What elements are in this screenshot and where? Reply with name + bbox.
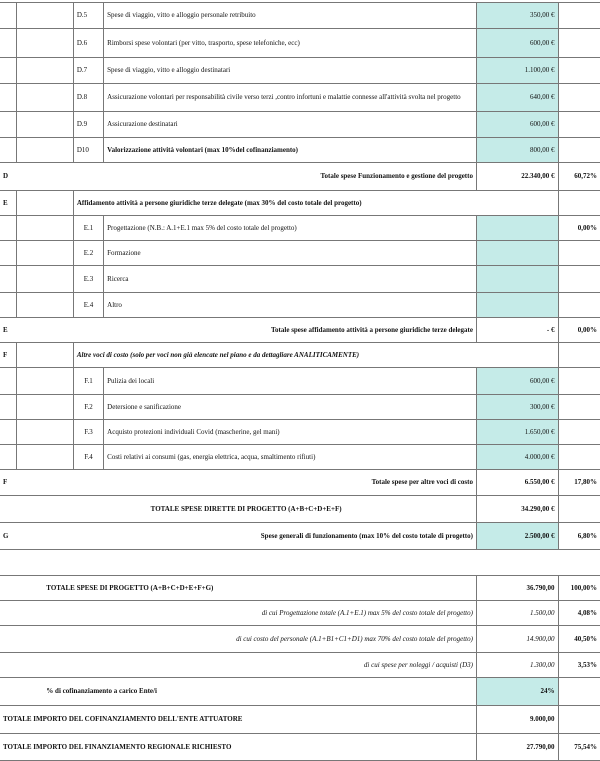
item-code: D.6 [73, 29, 103, 58]
item-amount [476, 241, 558, 266]
table-row [0, 138, 600, 163]
item-amount: 300,00 € [476, 395, 558, 420]
table-row [0, 241, 600, 266]
sub-row-percentage: 4,08% [558, 601, 600, 626]
item-description: Acquisto protezioni individuali Covid (mascherine, gel mani) [104, 420, 477, 445]
section-title: Affidamento attività a persone giuridiche terze delegate (max 30% del costo totale del progetto) [73, 191, 558, 216]
table-row [0, 266, 600, 293]
item-description: Pulizia dei locali [104, 368, 477, 395]
total-project-row [0, 576, 600, 601]
table-row [0, 58, 600, 84]
item-code: E.2 [73, 241, 103, 266]
item-code: E.3 [73, 266, 103, 293]
total-regional-amount: 27.790,00 [476, 734, 558, 761]
total-project-percentage: 100,00% [558, 576, 600, 601]
item-amount: 1.650,00 € [476, 420, 558, 445]
item-description: Assicurazione destinatari [104, 112, 477, 138]
item-amount: 1.100,00 € [476, 58, 558, 84]
section-letter: D [0, 163, 16, 191]
item-amount [476, 293, 558, 318]
item-description: Detersione e sanificazione [104, 395, 477, 420]
item-amount: 600,00 € [476, 29, 558, 58]
total-regional-label: TOTALE IMPORTO DEL FINANZIAMENTO REGIONALE RICHIESTO [0, 734, 476, 761]
item-amount [476, 216, 558, 241]
general-costs-row [0, 523, 600, 550]
sub-row [0, 653, 600, 678]
table-row [0, 395, 600, 420]
table-row [0, 420, 600, 445]
item-amount: 800,00 € [476, 138, 558, 163]
item-amount: 4.000,00 € [476, 445, 558, 470]
item-amount: 600,00 € [476, 368, 558, 395]
item-description: Assicurazione volontari per responsabilità civile verso terzi ,contro infortuni e malattie connesse all'attività svolta nel progetto [104, 84, 477, 112]
item-description: Altro [104, 293, 477, 318]
total-cofinancing-row [0, 706, 600, 734]
total-amount: 22.340,00 € [476, 163, 558, 191]
item-code: F.1 [73, 368, 103, 395]
total-direct-row [0, 496, 600, 523]
sub-row-amount: 14.900,00 [476, 626, 558, 653]
item-percentage: 0,00% [558, 216, 600, 241]
sub-row-amount: 1.300,00 [476, 653, 558, 678]
item-amount: 640,00 € [476, 84, 558, 112]
item-description: Formazione [104, 241, 477, 266]
total-direct-label: TOTALE SPESE DIRETTE DI PROGETTO (A+B+C+D+E+F) [16, 496, 476, 523]
item-description: Valorizzazione attività volontari (max 10%del cofinanziamento) [104, 138, 477, 163]
section-letter: G [0, 523, 16, 550]
total-percentage: 60,72% [558, 163, 600, 191]
cofinancing-percentage-row [0, 678, 600, 706]
table-row [0, 29, 600, 58]
cofinancing-percentage-label: % di cofinanziamento a carico Ente/i [16, 678, 476, 706]
table-row [0, 84, 600, 112]
total-direct-amount: 34.290,00 € [476, 496, 558, 523]
total-label: Totale spese per altre voci di costo [104, 470, 477, 496]
item-code: E.4 [73, 293, 103, 318]
item-code: D10 [73, 138, 103, 163]
sub-row-label: di cui spese per noleggi / acquisti (D3) [16, 653, 476, 678]
item-code: D.9 [73, 112, 103, 138]
table-row [0, 368, 600, 395]
item-code: F.3 [73, 420, 103, 445]
total-row [0, 470, 600, 496]
sub-row-percentage: 40,50% [558, 626, 600, 653]
section-title-text: Altre voci di costo (solo per voci non già elencate nel piano e da dettagliare ANALITICAMENTE) [76, 350, 360, 359]
item-description: Ricerca [104, 266, 477, 293]
sub-row-percentage: 3,53% [558, 653, 600, 678]
table-row [0, 445, 600, 470]
total-label: Totale spese Funzionamento e gestione del progetto [104, 163, 477, 191]
table-row [0, 293, 600, 318]
section-header-row [0, 191, 600, 216]
sub-row-label: di cui Progettazione totale (A.1+E.1) max 5% del costo totale del progetto) [16, 601, 476, 626]
table-row [0, 3, 600, 29]
section-title [73, 343, 558, 368]
sub-row-amount: 1.500,00 [476, 601, 558, 626]
section-letter: F [0, 470, 16, 496]
cofinancing-percentage-value: 24% [476, 678, 558, 706]
total-cofinancing-amount: 9.000,00 [476, 706, 558, 734]
total-row [0, 163, 600, 191]
total-label: Totale spese affidamento attività a persone giuridiche terze delegate [104, 318, 477, 343]
general-costs-amount: 2.500,00 € [476, 523, 558, 550]
total-cofinancing-label: TOTALE IMPORTO DEL COFINANZIAMENTO DELL'ENTE ATTUATORE [0, 706, 476, 734]
total-regional-percentage: 75,54% [558, 734, 600, 761]
item-code: F.4 [73, 445, 103, 470]
total-project-label: TOTALE SPESE DI PROGETTO (A+B+C+D+E+F+G) [16, 576, 476, 601]
section-letter: E [0, 191, 16, 216]
total-project-amount: 36.790,00 [476, 576, 558, 601]
item-amount: 350,00 € [476, 3, 558, 29]
section-letter: F [0, 343, 16, 368]
item-description: Costi relativi ai consumi (gas, energia elettrica, acqua, smaltimento rifiuti) [104, 445, 477, 470]
item-amount [476, 266, 558, 293]
item-description: Spese di viaggio, vitto e alloggio destinatari [104, 58, 477, 84]
table-row [0, 112, 600, 138]
item-code: D.5 [73, 3, 103, 29]
section-letter: E [0, 318, 16, 343]
general-costs-label: Spese generali di funzionamento (max 10% del costo totale di progetto) [104, 523, 477, 550]
section-header-row [0, 343, 600, 368]
item-code: F.2 [73, 395, 103, 420]
total-percentage: 17,80% [558, 470, 600, 496]
spacer-row [0, 550, 600, 576]
item-code: E.1 [73, 216, 103, 241]
total-row [0, 318, 600, 343]
sub-row-label: di cui costo del personale (A.1+B1+C1+D1) max 70% del costo totale del progetto) [16, 626, 476, 653]
budget-table [0, 2, 600, 761]
total-amount: - € [476, 318, 558, 343]
item-description: Spese di viaggio, vitto e alloggio personale retribuito [104, 3, 477, 29]
item-code: D.8 [73, 84, 103, 112]
item-description: Rimborsi spese volontari (per vitto, trasporto, spese telefoniche, ecc) [104, 29, 477, 58]
general-costs-percentage: 6,80% [558, 523, 600, 550]
sub-row [0, 601, 600, 626]
total-amount: 6.550,00 € [476, 470, 558, 496]
item-code: D.7 [73, 58, 103, 84]
item-description: Progettazione (N.B.: A.1+E.1 max 5% del costo totale del progetto) [104, 216, 477, 241]
item-amount: 600,00 € [476, 112, 558, 138]
total-regional-row [0, 734, 600, 761]
budget-table-sheet [0, 2, 600, 751]
sub-row [0, 626, 600, 653]
table-row [0, 216, 600, 241]
total-percentage: 0,00% [558, 318, 600, 343]
